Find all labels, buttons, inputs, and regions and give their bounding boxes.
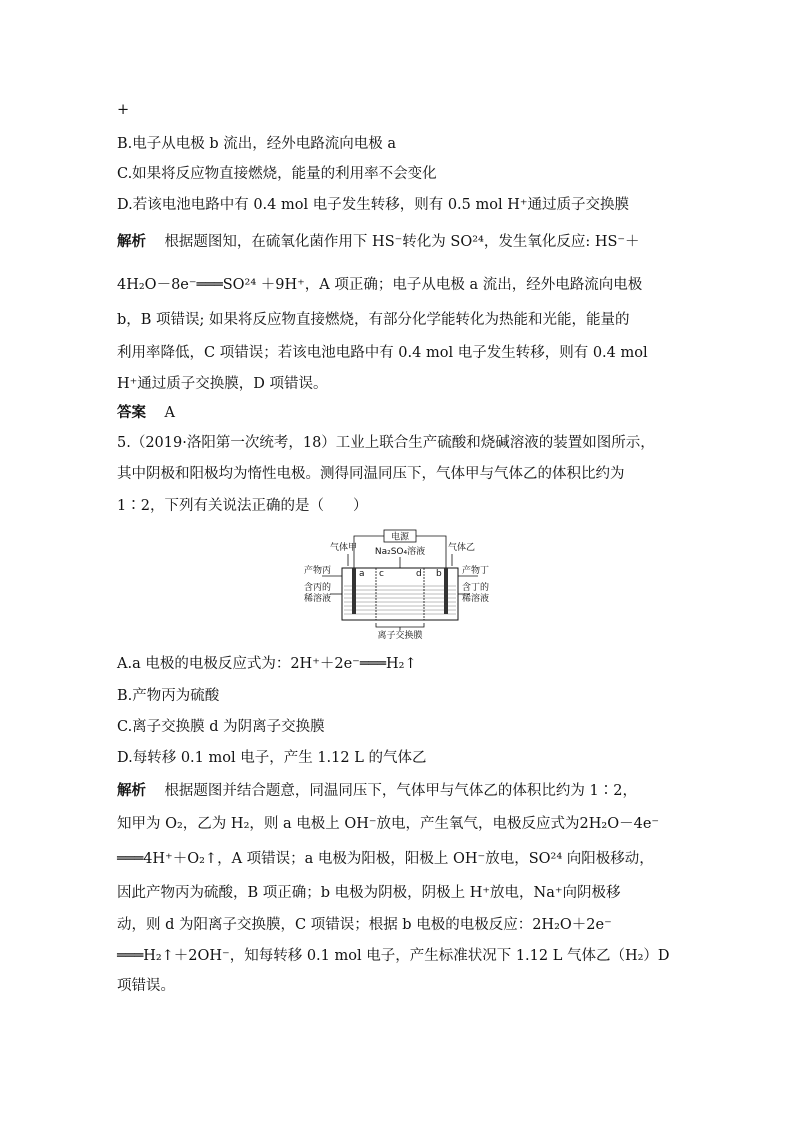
- dilute-c-label-2: 稀溶液: [304, 594, 332, 604]
- solution-label: Na₂SO₄溶液: [374, 547, 426, 557]
- analysis5-line-7: 项错误。: [117, 978, 175, 994]
- label-c: c: [379, 569, 384, 579]
- electrolysis-diagram: [300, 528, 500, 640]
- analysis4-line-5: H⁺通过质子交换膜，D 项错误。: [117, 376, 328, 392]
- analysis5-line-5: 动，则 d 为阳离子交换膜，C 项错误；根据 b 电极的电极反应：2H₂O＋2e⁻: [117, 917, 612, 933]
- dilute-d-label-1: 含丁的: [462, 583, 490, 593]
- analysis5-line-6: ═══H₂↑＋2OH⁻，知每转移 0.1 mol 电子，产生标准状况下 1.12 L 气体乙（H₂）D: [117, 948, 670, 964]
- analysis-label: 解析: [117, 233, 146, 250]
- q4-option-c: C.如果将反应物直接燃烧，能量的利用率不会变化: [117, 166, 437, 182]
- analysis5-line-4: 因此产物丙为硫酸，B 项正确；b 电极为阴极，阴极上 H⁺放电，Na⁺向阴极移: [117, 885, 621, 901]
- dilute-c-label-1: 含丙的: [304, 583, 332, 593]
- q4-option-d: D.若该电池电路中有 0.4 mol 电子发生转移，则有 0.5 mol H⁺通过质子交换膜: [117, 197, 630, 213]
- q5-option-d: D.每转移 0.1 mol 电子，产生 1.12 L 的气体乙: [117, 750, 427, 766]
- gas-b-label: 气体乙: [448, 543, 476, 553]
- q5-option-b: B.产物丙为硫酸: [117, 688, 220, 704]
- answer-value: A: [164, 405, 175, 421]
- electrode-a: [352, 568, 356, 614]
- analysis4-line-1: [117, 232, 640, 252]
- dilute-d-label-2: 稀溶液: [462, 594, 490, 604]
- membrane-label: 离子交换膜: [377, 631, 423, 640]
- analysis4-line-4: 利用率降低，C 项错误；若该电池电路中有 0.4 mol 电子发生转移，则有 0.4 mol: [117, 345, 648, 361]
- analysis-label: 解析: [117, 782, 146, 799]
- q4-option-b: B.电子从电极 b 流出，经外电路流向电极 a: [117, 136, 397, 152]
- analysis5-line-3: ═══4H⁺＋O₂↑，A 项错误；a 电极为阳极，阳极上 OH⁻放电，SO²⁴ 向阳极移动，: [117, 851, 654, 867]
- analysis4-line-3: b，B 项错误; 如果将反应物直接燃烧，有部分化学能转化为热能和光能，能量的: [117, 312, 630, 328]
- membrane-bracket: [376, 623, 424, 627]
- q5-stem-line-1: 5.（2019·洛阳第一次统考，18）工业上联合生产硫酸和烧碱溶液的装置如图所示，: [117, 435, 655, 451]
- analysis4-line-2: 4H₂O－8e⁻═══SO²⁴ ＋9H⁺，A 项正确；电子从电极 a 流出，经外电路流向电极: [117, 277, 643, 293]
- gas-a-label: 气体甲: [330, 543, 358, 553]
- q5-option-a: A.a 电极的电极反应式为：2H⁺＋2e⁻═══H₂↑: [117, 656, 417, 672]
- product-d-label: 产物丁: [462, 566, 490, 576]
- power-label: 电源: [390, 532, 410, 543]
- analysis-text: 根据题图知，在硫氧化菌作用下 HS⁻转化为 SO²⁴，发生氧化反应: HS⁻＋: [164, 234, 640, 250]
- electrode-b: [444, 568, 448, 614]
- q5-option-c: C.离子交换膜 d 为阴离子交换膜: [117, 719, 325, 735]
- analysis5-line-1: [117, 781, 637, 801]
- analysis5-line-2: 知甲为 O₂，乙为 H₂，则 a 电极上 OH⁻放电，产生氧气，电极反应式为2H₂O－4e⁻: [117, 816, 660, 832]
- product-c-label: 产物丙: [304, 566, 332, 576]
- q5-stem-line-2: 其中阴极和阳极均为惰性电极。测得同温同压下，气体甲与气体乙的体积比约为: [117, 466, 625, 482]
- analysis-text: 根据题图并结合题意，同温同压下，气体甲与气体乙的体积比约为 1∶2，: [164, 783, 637, 799]
- answer-label: 答案: [117, 404, 146, 421]
- label-a: a: [359, 569, 365, 579]
- q5-stem-line-3: 1∶2，下列有关说法正确的是（ ）: [117, 498, 368, 514]
- label-b: b: [436, 569, 442, 579]
- answer4: [117, 403, 175, 423]
- top-fragment: +: [117, 102, 130, 118]
- label-d: d: [416, 569, 422, 579]
